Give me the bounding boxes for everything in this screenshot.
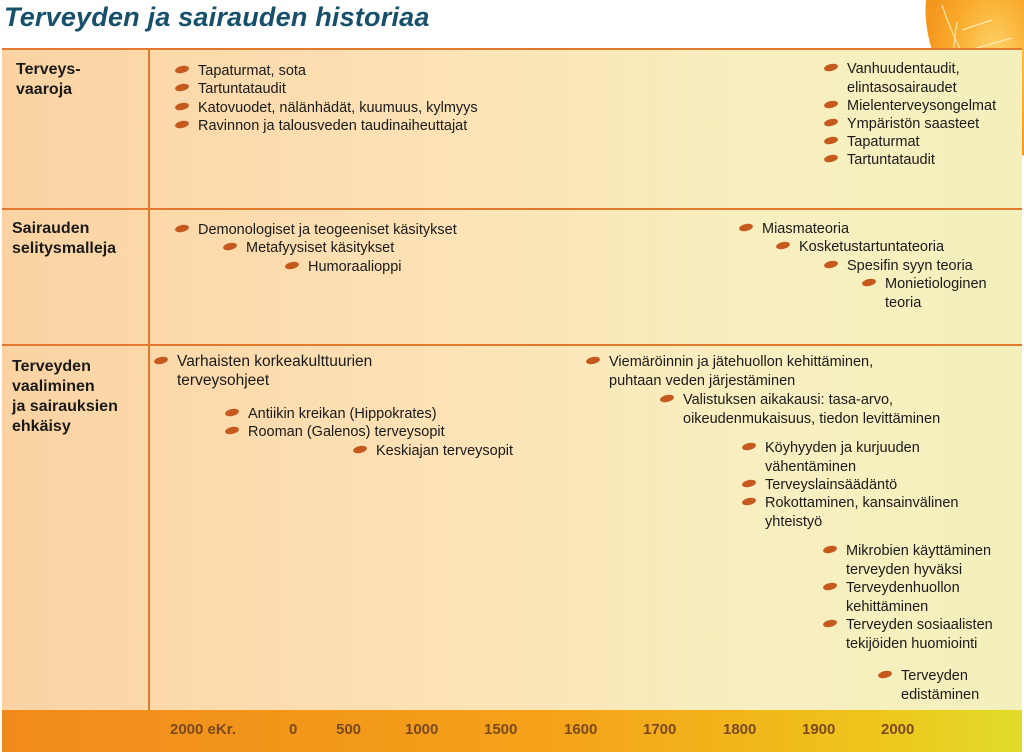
axis-tick: 1500 (484, 721, 518, 738)
list-item: Viemäröinnin ja jätehuollon kehittäminen, puhtaan veden järjestäminen (609, 353, 873, 390)
row-label-terveyden-vaaliminen: Terveyden vaaliminen ja sairauksien ehkäisy (12, 358, 118, 435)
axis-tick: 1900 (802, 721, 836, 738)
list-item: Varhaisten korkeakulttuurien terveysohjeet (177, 353, 372, 390)
axis-tick: 1600 (564, 721, 598, 738)
list-item: Terveyden sosiaalisten tekijöiden huomiointi (846, 616, 993, 653)
list-item: Valistuksen aikakausi: tasa-arvo, oikeudenmukaisuus, tiedon levittäminen (683, 391, 940, 428)
list-item: Katovuodet, nälänhädät, kuumuus, kylmyys (198, 99, 478, 118)
list-item: Demonologiset ja teogeeniset käsitykset (198, 221, 457, 240)
list-item: Tapaturmat (847, 133, 920, 152)
label-column-divider (148, 48, 150, 710)
divider-row-1 (2, 208, 1022, 210)
list-item: Tapaturmat, sota (198, 62, 306, 81)
row-label-sairauden-selitysmalleja: Sairauden selitysmalleja (12, 220, 117, 257)
axis-tick: 2000 eKr. (170, 721, 236, 738)
list-item: Tartuntataudit (198, 80, 286, 99)
axis-tick: 500 (336, 721, 362, 738)
list-item: Vanhuudentaudit, elintasosairaudet (847, 60, 960, 97)
axis-tick: 1800 (723, 721, 757, 738)
list-item: Ympäristön saasteet (847, 115, 979, 134)
list-item: Keskiajan terveysopit (376, 442, 513, 461)
row-label-terveysvaaroja: Terveys- vaaroja (16, 61, 81, 98)
list-item: Terveyden edistäminen (901, 667, 979, 704)
list-item: Tartuntataudit (847, 151, 935, 170)
axis-tick: 0 (289, 721, 298, 738)
list-item: Rooman (Galenos) terveysopit (248, 423, 445, 442)
axis-tick: 2000 (881, 721, 915, 738)
list-item: Kosketustartuntateoria (799, 238, 944, 257)
list-item: Mikrobien käyttäminen terveyden hyväksi (846, 542, 991, 579)
list-item: Mielenterveysongelmat (847, 97, 996, 116)
list-item: Terveyslainsäädäntö (765, 476, 897, 495)
list-item: Terveydenhuollon kehittäminen (846, 579, 960, 616)
axis-tick: 1700 (643, 721, 677, 738)
list-item: Spesifin syyn teoria (847, 257, 973, 276)
page-title: Terveyden ja sairauden historiaa (4, 2, 430, 32)
list-item: Köyhyyden ja kurjuuden vähentäminen (765, 439, 920, 476)
list-item: Ravinnon ja talousveden taudinaiheuttajat (198, 117, 467, 136)
axis-tick: 1000 (405, 721, 439, 738)
list-item: Metafyysiset käsitykset (246, 239, 394, 258)
list-item: Rokottaminen, kansainvälinen yhteistyö (765, 494, 958, 531)
list-item: Antiikin kreikan (Hippokrates) (248, 405, 437, 424)
list-item: Humoraalioppi (308, 258, 402, 277)
divider-row-2 (2, 344, 1022, 346)
list-item: Miasmateoria (762, 220, 849, 239)
list-item: Monietiologinen teoria (885, 275, 987, 312)
divider-top (2, 48, 1022, 50)
